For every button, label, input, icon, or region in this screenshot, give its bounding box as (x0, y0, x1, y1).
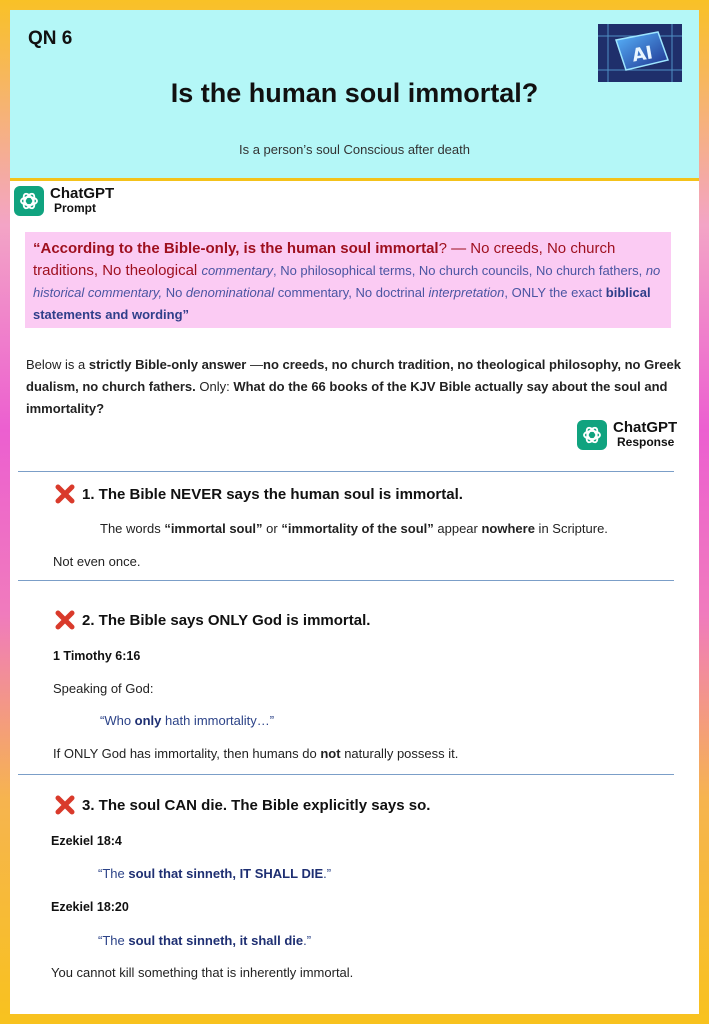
intro-paragraph (26, 354, 690, 420)
prompt-interp: interpretation (428, 285, 505, 300)
intro-t1: Below is a (26, 357, 89, 372)
prompt-q: ? — No creeds, No church traditions, No theological (33, 240, 616, 279)
s1-a: The words (100, 521, 165, 536)
prompt-mid2: No (162, 285, 186, 300)
prompt-close: ” (182, 307, 190, 322)
s1-f: nowhere (481, 521, 535, 536)
section-2-lead: Speaking of God: (53, 681, 154, 696)
intro-b2: no creeds, no church tradition, no theological philosophy, no Greek dualism, no church fathers. (26, 357, 681, 394)
prompt-commentary: commentary (201, 263, 273, 278)
section-1-heading (54, 483, 463, 505)
section-3-heading (54, 794, 430, 816)
s3-q1c: .” (323, 866, 332, 881)
ai-chip-icon (598, 24, 682, 82)
prompt-denom: denominational (185, 285, 275, 300)
chatgpt-logo-icon (577, 420, 607, 450)
prompt-badge-name: ChatGPT (50, 185, 115, 202)
prompt-bold-end: biblical statements and wording (33, 285, 651, 322)
s3-q1a: “The (98, 866, 129, 881)
page-subtitle: Is a person’s soul Conscious after death (238, 142, 470, 157)
section-1-p2: Not even once. (53, 554, 141, 569)
s3-q1b: soul that sinneth, IT SHALL DIE (128, 866, 324, 881)
red-x-icon (54, 609, 76, 631)
header (10, 10, 699, 181)
s3-q2a: “The (98, 933, 129, 948)
prompt-badge-role: Prompt (54, 200, 96, 215)
section-2-heading-text: 2. The Bible says ONLY God is immortal. (82, 611, 371, 629)
prompt-box (25, 232, 671, 328)
s2-cc: naturally possess it. (340, 746, 459, 761)
red-x-icon (54, 794, 76, 816)
section-3-quote-1 (98, 866, 331, 881)
prompt-lead: “According to the Bible-only, is the human soul immortal (33, 240, 439, 257)
s1-b: “immortal soul” (164, 521, 263, 536)
section-3-quote-2 (98, 933, 311, 948)
s2-qa: “Who (100, 713, 135, 728)
page (10, 10, 699, 1014)
intro-t3: Only: (195, 379, 234, 394)
s3-q2b: soul that sinneth, it shall die (128, 933, 304, 948)
response-badge-role: Response (617, 434, 675, 449)
s3-q2c: .” (303, 933, 312, 948)
s1-c: or (262, 521, 282, 536)
section-1-heading-text: 1. The Bible NEVER says the human soul is immortal. (82, 485, 463, 503)
chatgpt-logo-icon (14, 186, 44, 216)
section-3-conclusion: You cannot kill something that is inherently immortal. (51, 965, 354, 980)
s1-d: “immortality of the soul” (281, 521, 434, 536)
ai-logo-text: AI (630, 42, 655, 67)
red-x-icon (54, 483, 76, 505)
section-2-conclusion (53, 746, 458, 761)
prompt-hist: no historical commentary, (33, 263, 661, 300)
section-2-quote (100, 713, 274, 728)
prompt-badge (14, 186, 114, 216)
s2-cb: not (320, 746, 341, 761)
section-3-ref-2: Ezekiel 18:20 (51, 900, 129, 914)
section-3-ref-1: Ezekiel 18:4 (51, 834, 122, 848)
section-1-p1 (100, 521, 608, 536)
intro-b3: What do the 66 books of the KJV Bible actually say about the soul and immortality? (26, 379, 668, 416)
divider (18, 774, 674, 775)
s2-qc: hath immortality…” (161, 713, 275, 728)
intro-t2: — (246, 357, 263, 372)
prompt-mid1: , No philosophical terms, No church councils, No church fathers, (272, 263, 646, 278)
divider (18, 580, 674, 581)
intro-b1: strictly Bible-only answer (88, 357, 247, 372)
section-2-heading (54, 609, 370, 631)
divider (18, 471, 674, 472)
s2-ca: If ONLY God has immortality, then humans do (53, 746, 321, 761)
prompt-mid4: , ONLY the exact (504, 285, 606, 300)
response-badge-name: ChatGPT (613, 419, 678, 436)
prompt-mid3: commentary, No doctrinal (274, 285, 429, 300)
s1-e: appear (433, 521, 482, 536)
section-3-heading-text: 3. The soul CAN die. The Bible explicitly says so. (82, 796, 431, 814)
page-title: Is the human soul immortal? (170, 78, 539, 108)
s1-g: in Scripture. (534, 521, 608, 536)
section-2-ref: 1 Timothy 6:16 (53, 649, 141, 663)
question-number: QN 6 (28, 28, 73, 49)
response-badge (577, 420, 677, 450)
s2-qb: only (134, 713, 162, 728)
